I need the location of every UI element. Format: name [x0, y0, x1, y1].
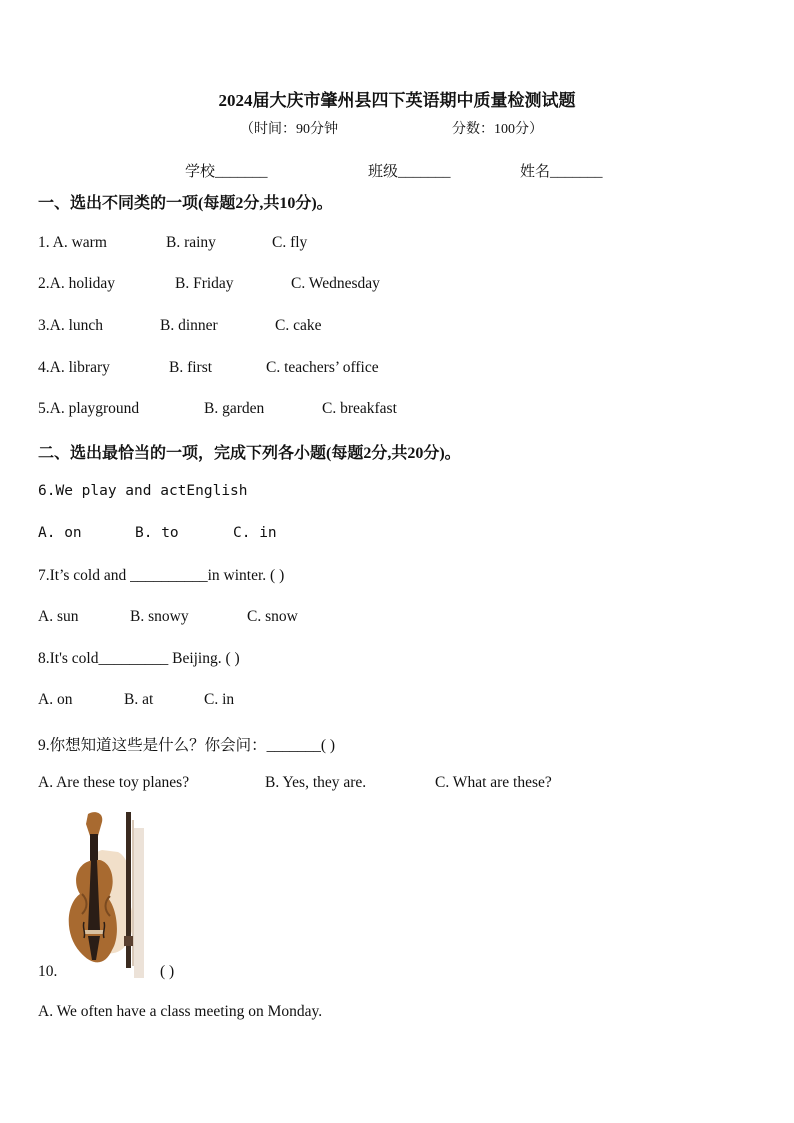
- exam-score: 分数：100分）: [452, 122, 543, 137]
- question-3: [38, 317, 321, 335]
- question-1: [38, 234, 307, 252]
- option-c: C. What are these?: [435, 774, 552, 791]
- option-a: A. on: [38, 691, 73, 708]
- option-a: 4.A. library: [38, 359, 110, 376]
- option-a: A. on: [38, 525, 82, 541]
- name-field: 姓名_______: [520, 164, 603, 180]
- question-9-stem: 9.你想知道这些是什么？你会问：_______( ): [38, 737, 336, 754]
- option-c: C. teachers’ office: [266, 359, 379, 376]
- option-b: B. at: [124, 691, 154, 708]
- question-6-options: [38, 525, 277, 541]
- option-c: C. cake: [275, 317, 322, 334]
- exam-time: （时间：90分钟: [240, 122, 338, 137]
- option-c: C. breakfast: [322, 400, 397, 417]
- option-b: B. Friday: [175, 275, 234, 292]
- question-8-stem: 8.It's cold_________ Beijing. ( ): [38, 650, 240, 667]
- question-10-number: 10.: [38, 963, 58, 980]
- option-c: C. snow: [247, 608, 298, 625]
- option-c: C. in: [204, 691, 235, 708]
- option-b: B. Yes, they are.: [265, 774, 367, 791]
- question-8-options: [38, 691, 234, 709]
- option-b: B. to: [135, 525, 179, 541]
- option-a: 3.A. lunch: [38, 317, 104, 334]
- question-7-stem: 7.It’s cold and __________in winter. ( ): [38, 567, 285, 584]
- option-b: B. first: [169, 359, 213, 376]
- option-a: 1. A. warm: [38, 234, 107, 251]
- option-b: B. snowy: [130, 608, 189, 625]
- option-a: A. Are these toy planes?: [38, 774, 190, 791]
- violin-illustration: [60, 810, 152, 980]
- question-5: [38, 400, 397, 418]
- question-7-options: [38, 608, 298, 626]
- question-9-options: [38, 774, 552, 792]
- question-6-stem: 6.We play and actEnglish: [38, 483, 248, 499]
- option-c: C. in: [233, 525, 277, 541]
- question-10-answer-blank: ( ): [160, 963, 175, 980]
- option-a: A. sun: [38, 608, 79, 625]
- section-1-heading: 一、选出不同类的一项(每题2分,共10分)。: [38, 195, 333, 212]
- option-b: B. rainy: [166, 234, 216, 251]
- school-field: 学校_______: [185, 164, 268, 180]
- option-c: C. fly: [272, 234, 308, 251]
- question-10-option-a: A. We often have a class meeting on Monday.: [38, 1003, 323, 1020]
- section-2-heading: 二、选出最恰当的一项，完成下列各小题(每题2分,共20分)。: [38, 445, 461, 462]
- option-c: C. Wednesday: [291, 275, 380, 292]
- option-a: 2.A. holiday: [38, 275, 116, 292]
- page-title: 2024届大庆市肇州县四下英语期中质量检测试题: [218, 91, 576, 110]
- option-b: B. dinner: [160, 317, 218, 334]
- class-field: 班级_______: [368, 164, 451, 180]
- option-a: 5.A. playground: [38, 400, 140, 417]
- option-b: B. garden: [204, 400, 265, 417]
- question-2: [38, 275, 380, 293]
- question-4: [38, 359, 379, 377]
